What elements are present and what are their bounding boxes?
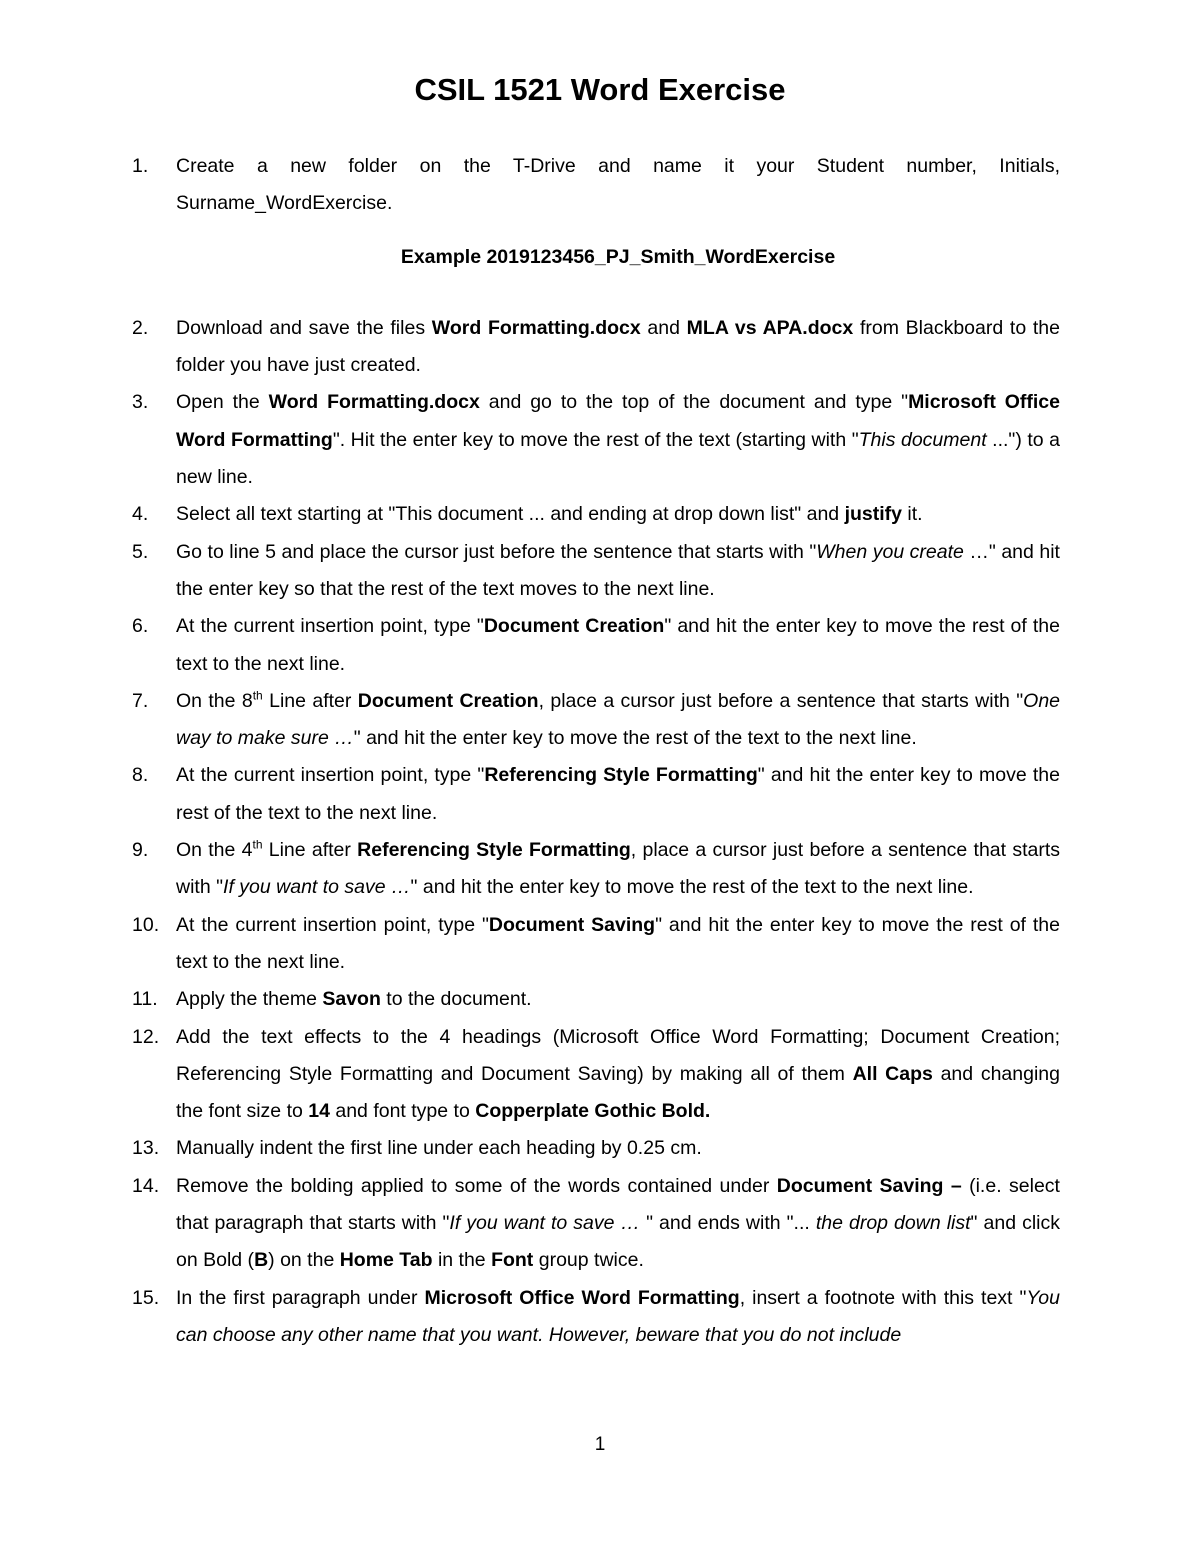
example-line: Example 2019123456_PJ_Smith_WordExercise (400, 245, 836, 268)
list-number: 15. (132, 1286, 160, 1309)
document-title: CSIL 1521 Word Exercise (414, 72, 786, 107)
text-run: Word Formatting.docx (431, 316, 641, 339)
text-run: On the 4 (176, 839, 253, 862)
text-run: in the (432, 1249, 492, 1272)
text-run: and (640, 316, 687, 339)
text-run: B (254, 1249, 269, 1272)
list-number: 14. (132, 1174, 160, 1197)
list-number: 13. (132, 1137, 160, 1160)
text-run: th (252, 837, 263, 852)
list-number: 10. (132, 913, 160, 936)
page-number: 1 (594, 1434, 606, 1455)
list-number: 11. (132, 988, 158, 1011)
text-run: Referencing Style Formatting (357, 839, 631, 862)
text-run: Go to line 5 and place the cursor just before the sentence that starts with " (176, 540, 817, 563)
list-number: 7. (132, 689, 149, 712)
list-item (132, 907, 1060, 982)
text-run: Copperplate Gothic Bold. (475, 1100, 711, 1123)
text-run: (i.e. select that paragraph that starts with " (176, 1174, 1060, 1235)
text-run: Document Saving (488, 913, 656, 936)
list-number: 2. (132, 316, 149, 339)
text-run: Document Saving – (776, 1174, 962, 1197)
text-run: …" and hit the enter key so that the rest of the text moves to the next line. (176, 540, 1060, 600)
text-run: and font type to (329, 1100, 476, 1123)
text-run: and changing the font size to (176, 1062, 1060, 1123)
text-run: Microsoft Office Word Formatting (424, 1286, 740, 1309)
text-run: and go to the top of the document and type " (479, 391, 909, 414)
text-run: , insert a footnote with this text " (739, 1286, 1027, 1309)
list-item (132, 757, 1060, 832)
text-run: Font (491, 1249, 534, 1272)
text-run: Document Creation (483, 615, 665, 638)
list-number: 9. (132, 839, 149, 862)
list-item (132, 496, 1060, 533)
instruction-list (132, 148, 1060, 1354)
list-item (132, 981, 1060, 1018)
text-run: to the document. (380, 988, 532, 1011)
text-run: " and click on Bold ( (176, 1212, 1060, 1272)
text-run: Microsoft Office Word Formatting (176, 391, 1061, 451)
text-run: ...") to a new line. (176, 428, 1060, 489)
text-run: from Blackboard to the folder you have just created. (176, 316, 1060, 377)
text-run: " and hit the enter key to move the rest of the text to the next line. (176, 913, 1060, 973)
text-run: " and hit the enter key to move the rest of the text to the next line. (176, 615, 1060, 675)
text-run: One way to make sure … (176, 689, 1061, 750)
text-run: , place a cursor just before a sentence that starts with " (176, 839, 1060, 899)
list-number: 8. (132, 764, 149, 787)
list-number: 4. (132, 503, 149, 526)
text-run: You can choose any other name that you want. However, beware that you do not include (176, 1286, 1060, 1346)
text-run: At the current insertion point, type " (176, 913, 489, 936)
text-run: Line after (262, 839, 358, 862)
text-run: On the 8 (176, 689, 253, 712)
list-item (132, 1019, 1060, 1131)
text-run: ". Hit the enter key to move the rest of the text (starting with " (332, 428, 859, 451)
text-run: Savon (322, 988, 381, 1011)
text-run: th (252, 688, 263, 703)
text-run: In the first paragraph under (176, 1286, 425, 1309)
list-item (132, 683, 1060, 758)
text-run: Apply the theme (176, 988, 323, 1011)
text-run: All Caps (852, 1062, 933, 1085)
text-run: At the current insertion point, type " (176, 764, 485, 787)
text-run: Line after (262, 689, 358, 712)
list-number: 1. (132, 155, 149, 177)
list-item (132, 1168, 1060, 1280)
text-run: the drop down list (815, 1212, 971, 1235)
text-run: Create a new folder on the T-Drive and name it your Student number, Initials, Surname_WordExercise. (176, 155, 1060, 215)
list-number: 12. (132, 1025, 160, 1048)
text-run: This document (858, 428, 987, 451)
text-run: " and hit the enter key to move the rest of the text to the next line. (353, 727, 917, 750)
text-run: If you want to save … (223, 876, 411, 899)
text-run: justify (844, 503, 902, 526)
list-item (132, 1280, 1060, 1355)
text-run: 14 (308, 1100, 330, 1123)
text-run: Home Tab (339, 1249, 433, 1272)
text-run: " and hit the enter key to move the rest of the text to the next line. (410, 876, 974, 899)
list-item (132, 310, 1060, 385)
list-item (132, 608, 1060, 683)
text-run: it. (902, 503, 923, 526)
text-run: , place a cursor just before a sentence that starts with " (538, 689, 1024, 712)
list-item (132, 1130, 1060, 1167)
text-run: Word Formatting.docx (268, 391, 480, 414)
list-item (132, 832, 1060, 907)
text-run: When you create (816, 540, 964, 563)
list-number: 3. (132, 391, 149, 414)
text-run: If you want to save … (449, 1212, 641, 1235)
list-number: 5. (132, 540, 149, 563)
text-run: At the current insertion point, type " (176, 615, 484, 638)
text-run: " and hit the enter key to move the rest of the text to the next line. (176, 764, 1060, 824)
text-run: Document Creation (357, 689, 539, 712)
text-run: Add the text effects to the 4 headings (Microsoft Office Word Formatting; Document Creation; Referencing Style Formatting and Document Saving) by making all of them (176, 1025, 1060, 1085)
text-run: group twice. (533, 1249, 644, 1272)
text-run: Download and save the files (176, 316, 432, 339)
text-run: Manually indent the first line under each heading by 0.25 cm. (176, 1137, 702, 1160)
text-run: Remove the bolding applied to some of the words contained under (176, 1174, 777, 1197)
text-run: " and ends with "... (640, 1212, 816, 1235)
text-run: ) on the (268, 1249, 340, 1272)
text-run: Open the (176, 391, 269, 414)
list-item (132, 148, 1060, 223)
list-item (132, 384, 1060, 496)
text-run: Select all text starting at "This document ... and ending at drop down list" and (176, 503, 845, 526)
text-run: MLA vs APA.docx (686, 316, 854, 339)
text-run: Referencing Style Formatting (484, 764, 758, 787)
list-number: 6. (132, 615, 149, 638)
list-item (132, 534, 1060, 609)
